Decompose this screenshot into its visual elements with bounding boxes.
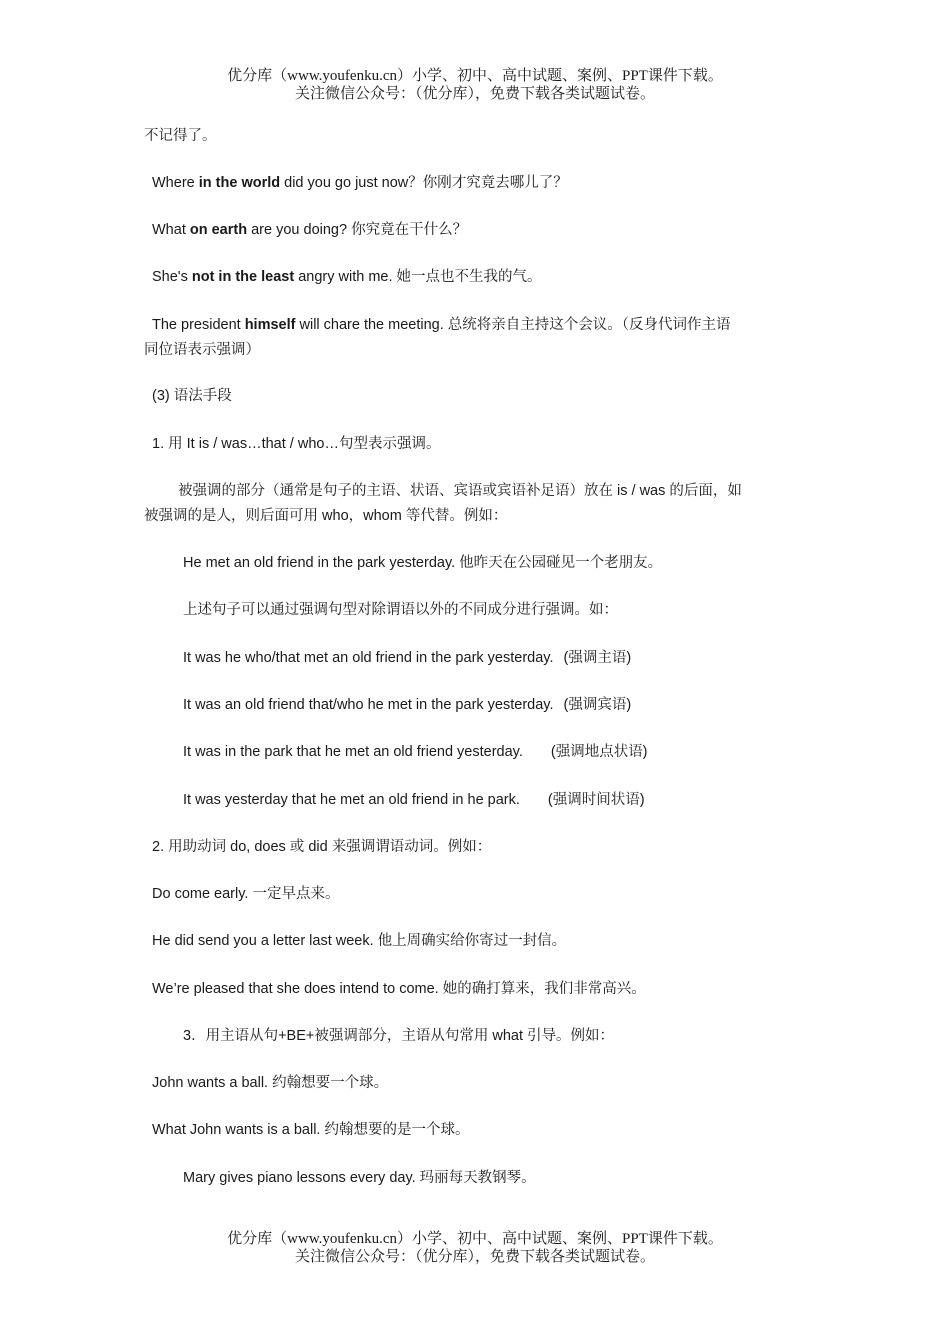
text: She's (152, 269, 192, 285)
sentence-text: It was he who/that met an old friend in the park yesterday. (183, 650, 554, 666)
sentence-text: It was yesterday that he met an old friend in he park. (183, 792, 520, 808)
paragraph-continuation: 被强调的是人，则后面可用 who，whom 等代替。例如： (144, 508, 508, 524)
emphasis-phrase: himself (244, 317, 296, 333)
example-sentence: What John wants is a ball. 约翰想要的是一个球。 (152, 1122, 470, 1138)
footer-line-1: 优分库（www.youfenku.cn）小学、初中、高中试题、案例、PPT课件下载。 (227, 1231, 723, 1247)
text: will chare the meeting. 总统将亲自主持这个会议。（反身代词作主语 (295, 317, 731, 333)
example-sentence: Do come early. 一定早点来。 (152, 886, 340, 902)
text: did you go just now？你刚才究竟去哪儿了？ (280, 175, 568, 191)
emphasis-phrase: in the world (198, 175, 281, 191)
paragraph: 上述句子可以通过强调句型对除谓语以外的不同成分进行强调。如： (183, 602, 618, 618)
example-sentence (183, 740, 843, 765)
rule-heading: 2. 用助动词 do, does 或 did 来强调谓语动词。例如： (152, 839, 492, 855)
text: are you doing? 你究竟在干什么？ (247, 222, 468, 238)
example-sentence (152, 218, 812, 243)
paragraph: 不记得了。 (144, 128, 217, 144)
section-heading: (3) 语法手段 (152, 388, 232, 404)
example-sentence: We’re pleased that she does intend to come. 她的确打算来，我们非常高兴。 (152, 981, 646, 997)
footer-line-2: 关注微信公众号：（优分库），免费下载各类试题试卷。 (294, 1249, 655, 1265)
sentence-text: It was in the park that he met an old friend yesterday. (183, 744, 523, 760)
page-footer (0, 1230, 950, 1266)
annotation: (强调主语) (563, 650, 632, 666)
sentence-text: It was an old friend that/who he met in the park yesterday. (183, 697, 554, 713)
annotation: (强调时间状语) (547, 792, 645, 808)
text: Where (152, 175, 199, 191)
paragraph-continuation: 同位语表示强调） (144, 342, 260, 358)
example-sentence: John wants a ball. 约翰想要一个球。 (152, 1075, 389, 1091)
emphasis-phrase: on earth (189, 222, 248, 238)
text: What (152, 222, 190, 238)
text: The president (152, 317, 245, 333)
example-sentence (183, 788, 843, 813)
emphasis-phrase: not in the least (191, 269, 295, 285)
paragraph: 被强调的部分（通常是句子的主语、状语、宾语或宾语补足语）放在 is / was 的后面，如 (178, 483, 742, 499)
example-sentence (152, 313, 812, 338)
example-sentence: He met an old friend in the park yesterday. 他昨天在公园碰见一个老朋友。 (183, 555, 663, 571)
example-sentence: Mary gives piano lessons every day. 玛丽每天教钢琴。 (183, 1170, 536, 1186)
text: angry with me. 她一点也不生我的气。 (294, 269, 542, 285)
example-sentence (152, 171, 812, 196)
header-line-2: 关注微信公众号：（优分库），免费下载各类试题试卷。 (294, 86, 655, 102)
header-line-1: 优分库（www.youfenku.cn）小学、初中、高中试题、案例、PPT课件下载。 (227, 68, 723, 84)
example-sentence (183, 646, 843, 671)
rule-heading: 1. 用 It is / was…that / who…句型表示强调。 (152, 436, 441, 452)
example-sentence: He did send you a letter last week. 他上周确实给你寄过一封信。 (152, 933, 567, 949)
rule-heading: 3．用主语从句+BE+被强调部分，主语从句常用 what 引导。例如： (183, 1028, 615, 1044)
annotation: (强调地点状语) (550, 744, 648, 760)
annotation: (强调宾语) (563, 697, 632, 713)
page-header (0, 67, 950, 103)
example-sentence (152, 265, 812, 290)
example-sentence (183, 693, 843, 718)
